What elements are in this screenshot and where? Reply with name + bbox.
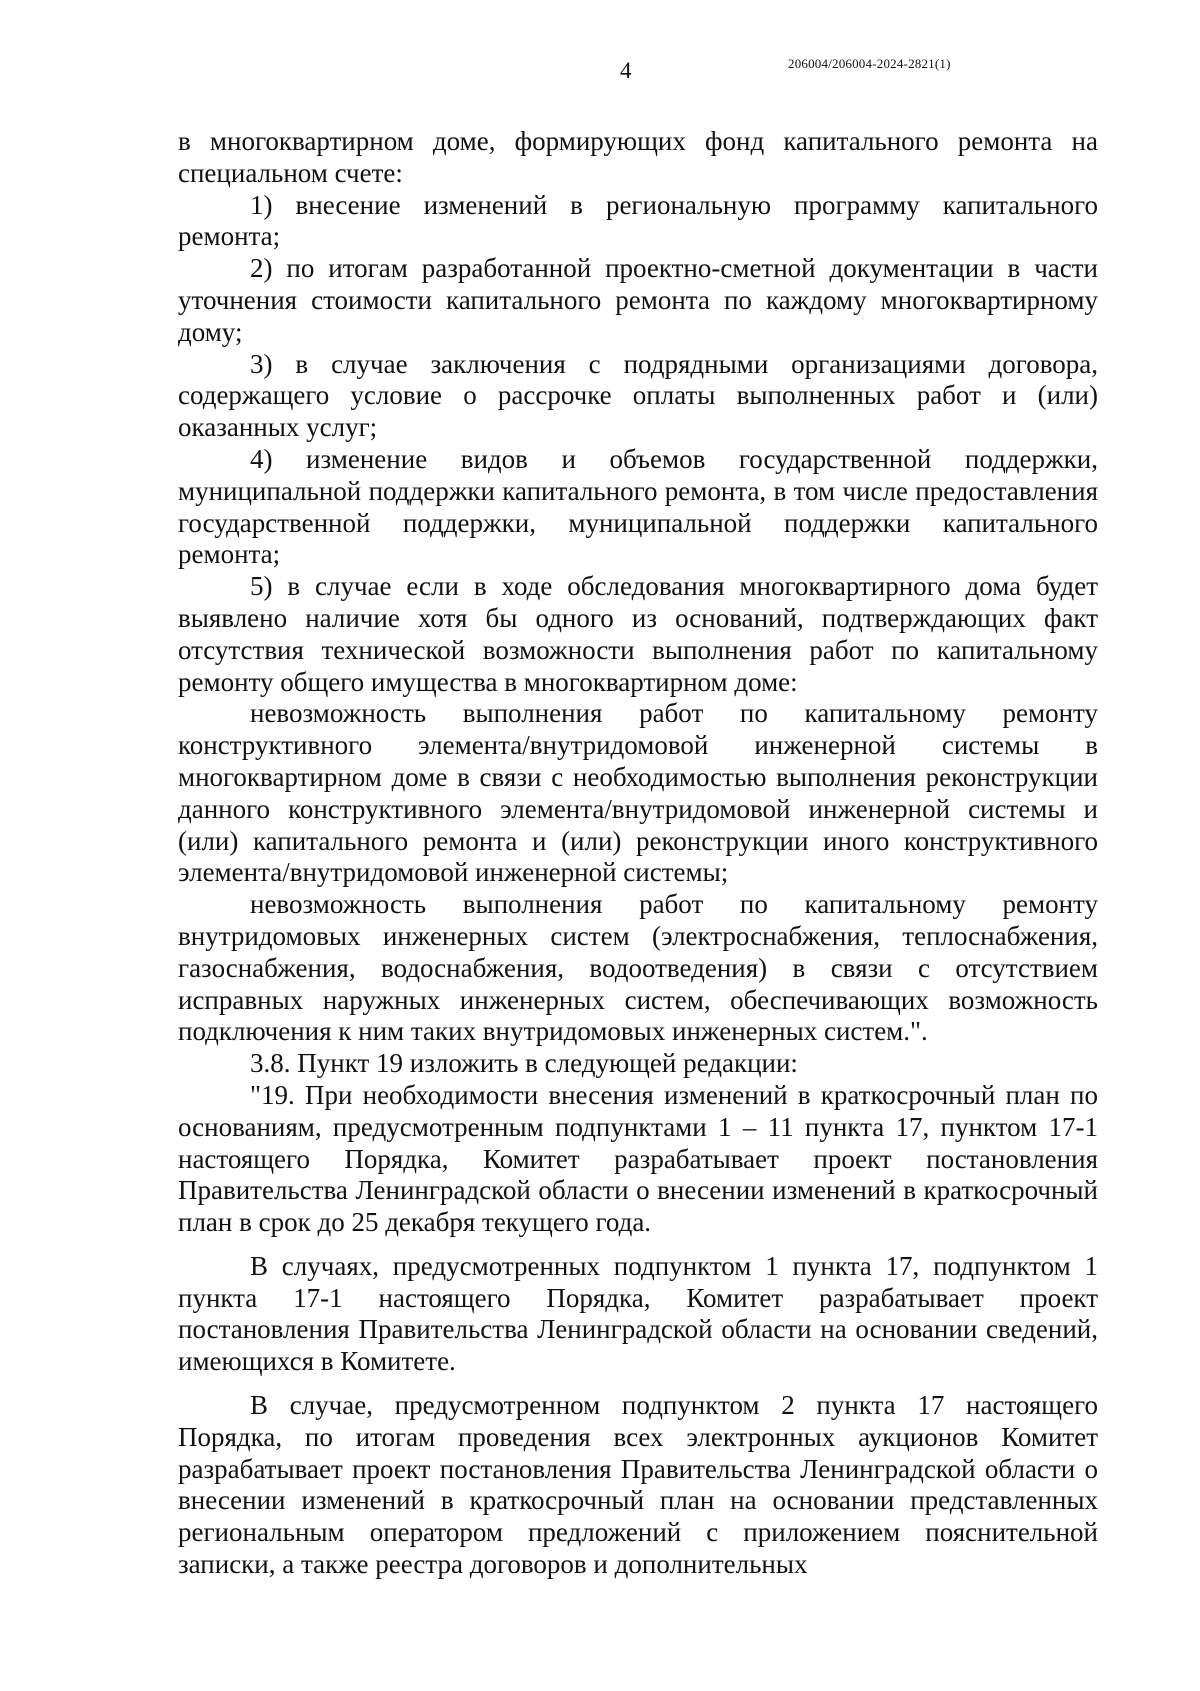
list-item-2: 2) по итогам разработанной проектно-сметной документации в части уточнения стоимости капитального ремонта по каждому многоквартирному дому; — [178, 253, 1098, 347]
list-item-5: 5) в случае если в ходе обследования многоквартирного дома будет выявлено наличие хотя бы одного из оснований, подтверждающих факт отсутствия технической возможности выполнения работ по капитальному ремонту общего имущества в многоквартирном доме: — [178, 571, 1098, 697]
clause-3-8: 3.8. Пункт 19 изложить в следующей редакции: — [250, 1048, 798, 1079]
paragraph-continuation: в многоквартирном доме, формирующих фонд капитального ремонта на специальном счете: — [178, 126, 1098, 188]
list-item-4: 4) изменение видов и объемов государственной поддержки, муниципальной поддержки капитального ремонта, в том числе предоставления государственной поддержки, муниципальной поддержки капитального ремонта; — [178, 443, 1098, 570]
list-item-1: 1) внесение изменений в региональную программу капитального ремонта; — [178, 189, 1098, 252]
document-registration-code: 206004/206004-2024-2821(1) — [788, 56, 951, 71]
paragraph-case-subpoint-2: В случае, предусмотренном подпунктом 2 пункта 17 настоящего Порядка, по итогам проведения всех электронных аукционов Комитет разрабатывает проект постановления Правительства Ленинградской области о внесении изменений в краткосрочный план на основании представленных региональным оператором предложений с приложением пояснительной записки, а также реестра договоров и дополнительных — [178, 1390, 1098, 1580]
clause-19-text: "19. При необходимости внесения изменений в краткосрочный план по основаниям, предусмотренным подпунктами 1 – 11 пункта 17, пунктом 17-1 настоящего Порядка, Комитет разрабатывает проект постановления Правительства Ленинградской области о внесении изменений в краткосрочный план в срок до 25 декабря текущего года. — [178, 1079, 1098, 1238]
paragraph-cases-subpoint-1: В случаях, предусмотренных подпунктом 1 пункта 17, подпунктом 1 пункта 17-1 настоящего Порядка, Комитет разрабатывает проект постановления Правительства Ленинградской области на основании сведений, имеющихся в Комитете. — [178, 1250, 1098, 1377]
sub-item-reconstruction: невозможность выполнения работ по капитальному ремонту конструктивного элемента/внутридомовой инженерной системы в многоквартирном доме в связи с необходимостью выполнения реконструкции данного конструктивного элемента/внутридомовой инженерной системы и (или) капитального ремонта и (или) реконструкции иного конструктивного элемента/внутридомовой инженерной системы; — [178, 698, 1098, 888]
sub-item-engineering-systems: невозможность выполнения работ по капитальному ремонту внутридомовых инженерных систем (электроснабжения, теплоснабжения, газоснабжения, водоснабжения, водоотведения) в связи с отсутствием исправных наружных инженерных систем, обеспечивающих возможность подключения к ним таких внутридомовых инженерных систем.". — [178, 889, 1098, 1047]
list-item-3: 3) в случае заключения с подрядными организациями договора, содержащего условие о рассрочке оплаты выполненных работ и (или) оказанных услуг; — [178, 348, 1098, 443]
page-number: 4 — [620, 58, 632, 83]
document-body — [178, 126, 1098, 1581]
